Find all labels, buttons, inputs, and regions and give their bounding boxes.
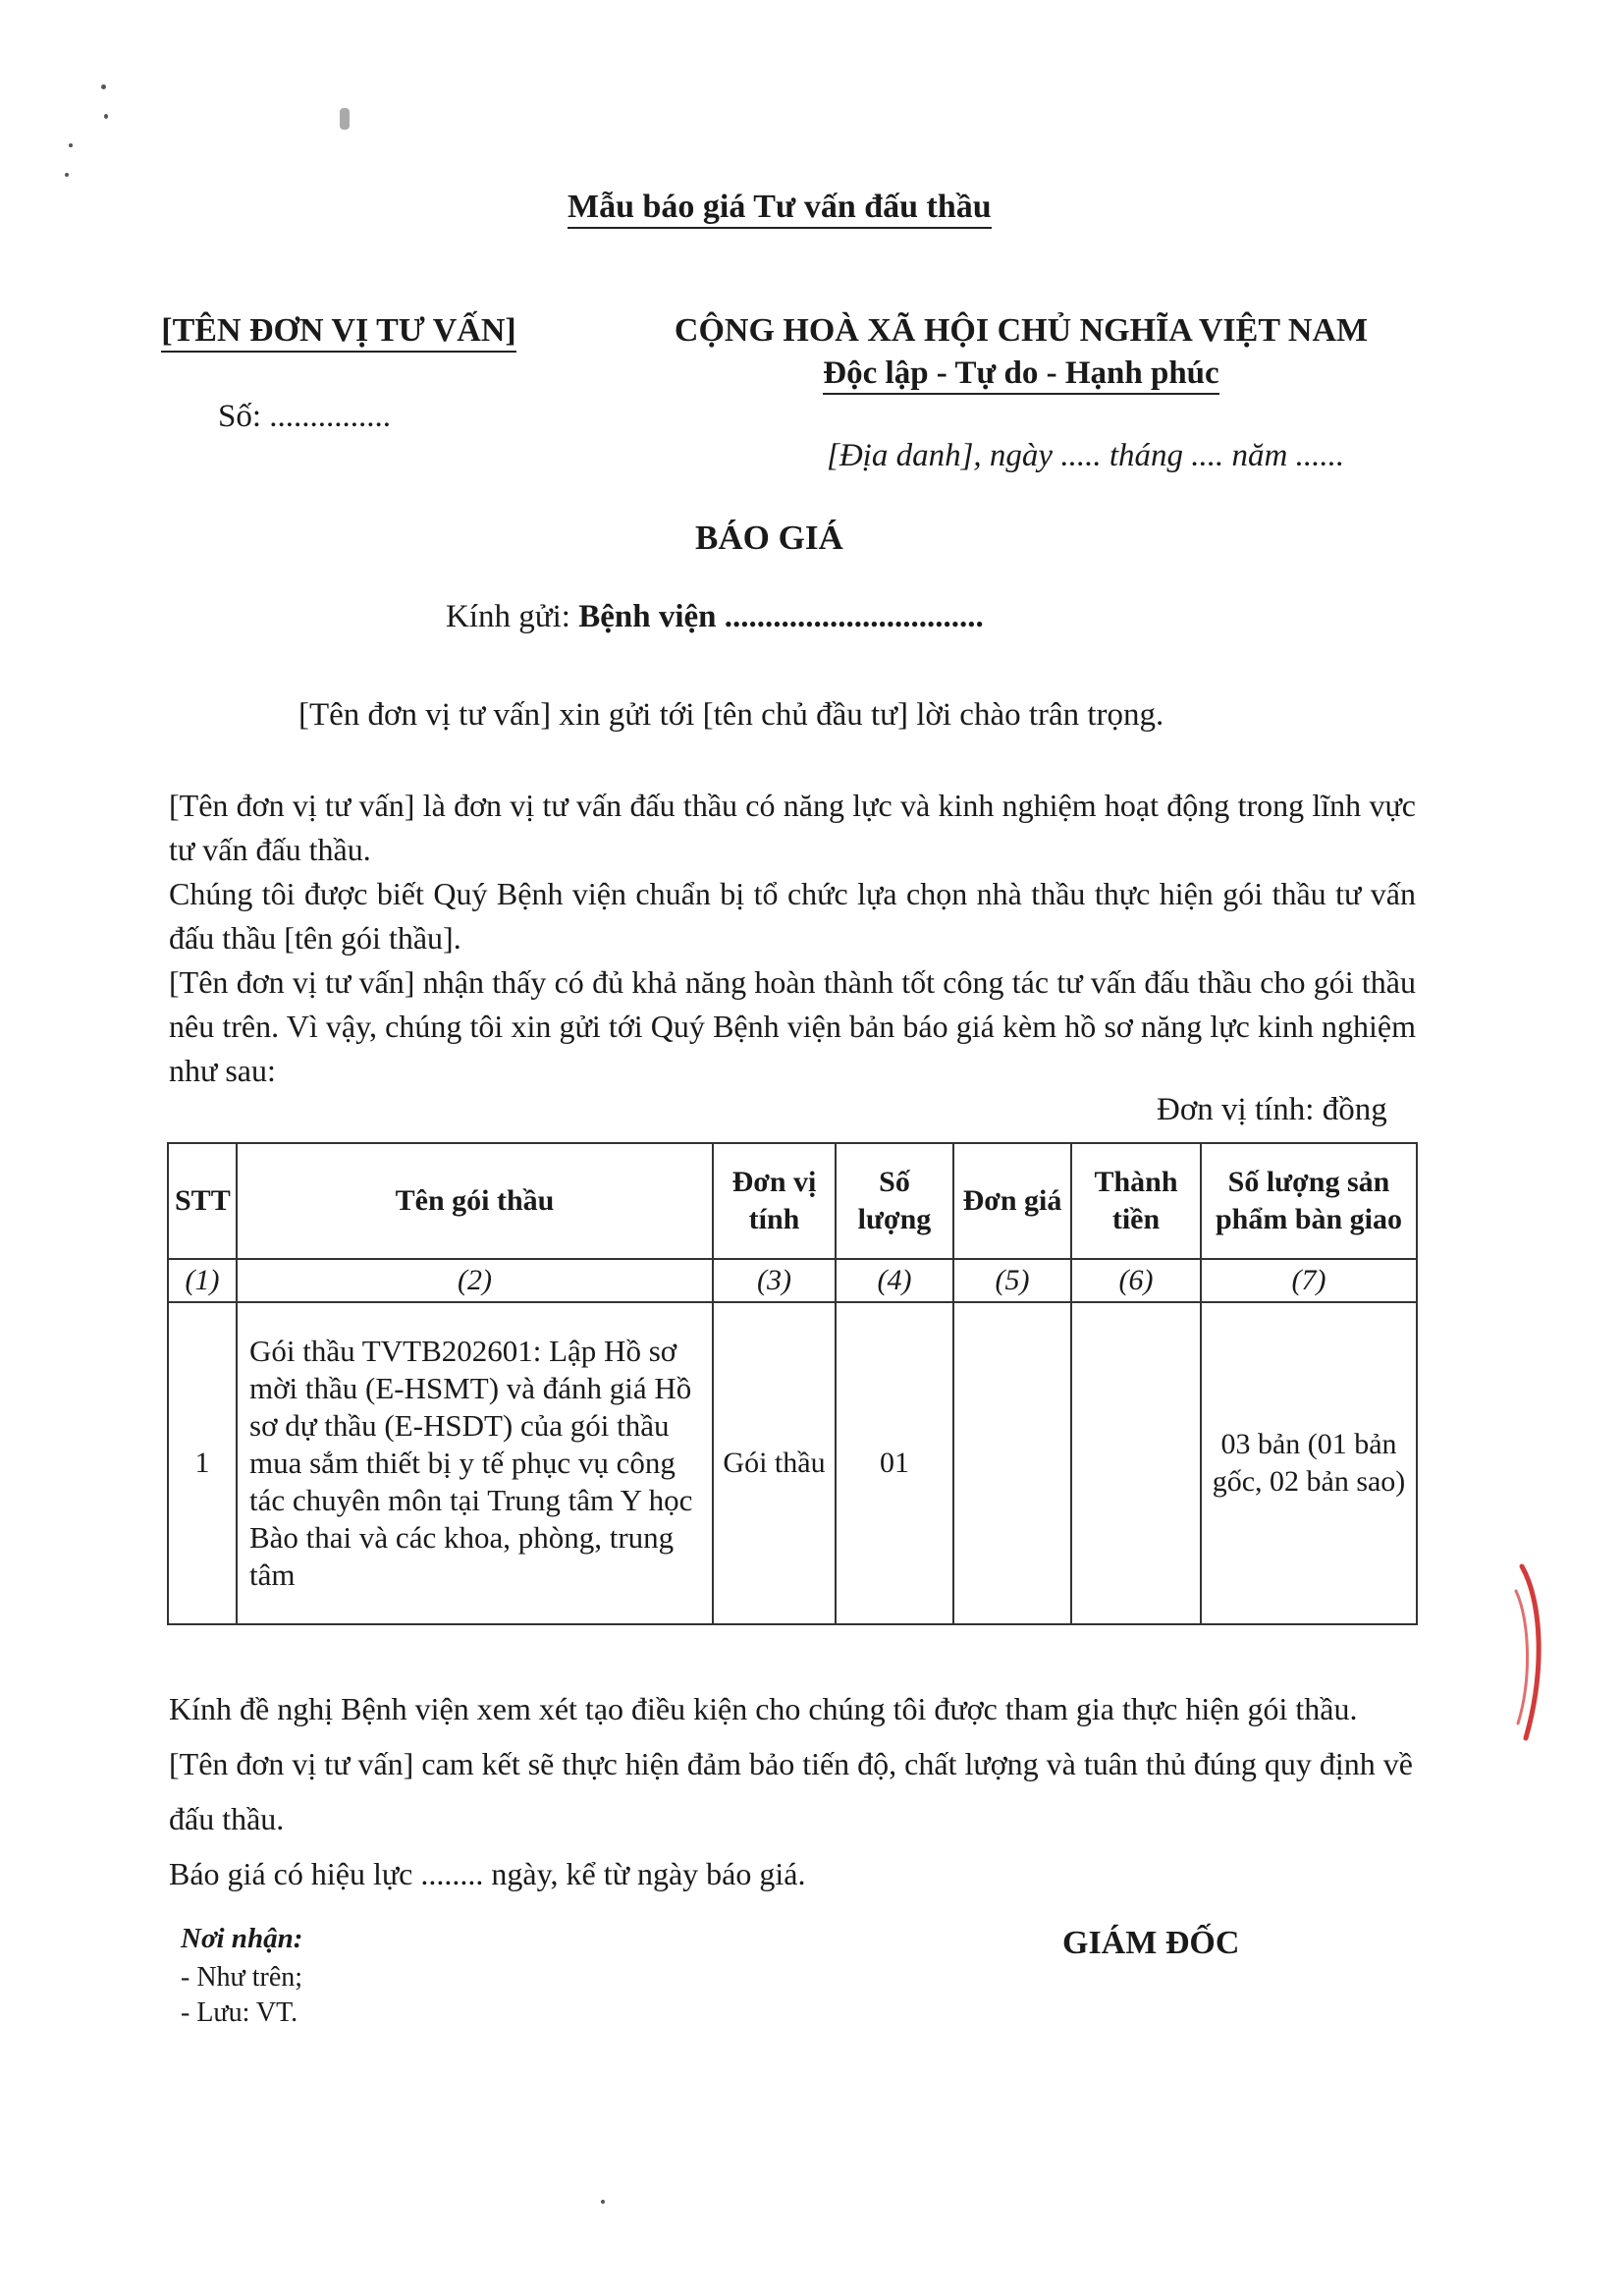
org-name-text: [TÊN ĐƠN VỊ TƯ VẤN] — [161, 312, 515, 353]
scan-speck — [601, 2200, 605, 2204]
recipient-line — [446, 599, 984, 635]
header-stt: STT — [168, 1143, 237, 1259]
intro-paragraph-1: [Tên đơn vị tư vấn] là đơn vị tư vấn đấu thầu có năng lực và kinh nghiệm hoạt động trong lĩnh vực tư vấn đấu thầu. — [169, 788, 1416, 867]
recipient-prefix: Kính gửi: — [446, 599, 570, 634]
form-title — [568, 189, 992, 226]
intro-paragraph-3: [Tên đơn vị tư vấn] nhận thấy có đủ khả năng hoàn thành tốt công tác tư vấn đấu thầu cho gói thầu nêu trên. Vì vậy, chúng tôi xin gửi tới Quý Bệnh viện bản báo giá kèm hồ sơ năng lực kinh nghiệm như sau: — [169, 964, 1416, 1088]
column-number-row — [168, 1259, 1417, 1302]
form-title-text: Mẫu báo giá Tư vấn đấu thầu — [568, 189, 992, 229]
place-date: [Địa danh], ngày ..... tháng .... năm ...... — [827, 438, 1345, 473]
cell-amount — [1071, 1302, 1201, 1624]
column-number: (4) — [836, 1259, 953, 1302]
cell-quantity: 01 — [836, 1302, 953, 1624]
cell-stt: 1 — [168, 1302, 237, 1624]
greeting: [Tên đơn vị tư vấn] xin gửi tới [tên chủ đầu tư] lời chào trân trọng. — [298, 697, 1164, 733]
column-number: (6) — [1071, 1259, 1201, 1302]
cell-package-name: Gói thầu TVTB202601: Lập Hồ sơ mời thầu (E-HSMT) và đánh giá Hồ sơ dự thầu (E-HSDT) của gói thầu mua sắm thiết bị y tế phục vụ công tác chuyên môn tại Trung tâm Y học Bào thai và các khoa, phòng, trung tâm — [237, 1302, 713, 1624]
recipient-item: - Như trên; — [181, 1962, 303, 1993]
quotation-table — [167, 1142, 1418, 1625]
org-name — [147, 312, 530, 350]
nation-name: CỘNG HOÀ XÃ HỘI CHỦ NGHĨA VIỆT NAM — [674, 312, 1369, 349]
motto-text: Độc lập - Tự do - Hạnh phúc — [823, 355, 1218, 395]
document-title: BÁO GIÁ — [695, 519, 843, 557]
recipient-item: - Lưu: VT. — [181, 1997, 298, 2028]
stamp-edge-mark — [1512, 1561, 1551, 1748]
table-header-row — [168, 1143, 1417, 1259]
scan-speck — [340, 108, 350, 130]
intro-paragraph-2: Chúng tôi được biết Quý Bệnh viện chuẩn bị tổ chức lựa chọn nhà thầu thực hiện gói thầu tư vấn đấu thầu [tên gói thầu]. — [169, 876, 1416, 956]
recipient-name: Bệnh viện ................................ — [578, 599, 984, 634]
column-number: (1) — [168, 1259, 237, 1302]
header-amount: Thành tiền — [1071, 1143, 1201, 1259]
cell-unit: Gói thầu — [713, 1302, 836, 1624]
document-number: Số: ............... — [218, 399, 392, 434]
scan-speck — [65, 173, 69, 177]
motto — [628, 355, 1414, 392]
closing-paragraph-1: Kính đề nghị Bệnh viện xem xét tạo điều kiện cho chúng tôi được tham gia thực hiện gói thầu. — [169, 1691, 1358, 1726]
cell-unit-price — [953, 1302, 1071, 1624]
recipients-title: Nơi nhận: — [181, 1923, 303, 1954]
header-package-name: Tên gói thầu — [237, 1143, 713, 1259]
closing-paragraph-2: [Tên đơn vị tư vấn] cam kết sẽ thực hiện đảm bảo tiến độ, chất lượng và tuân thủ đúng quy định về đấu thầu. — [169, 1746, 1413, 1836]
header-unit-price: Đơn giá — [953, 1143, 1071, 1259]
header-quantity: Số lượng — [836, 1143, 953, 1259]
column-number: (5) — [953, 1259, 1071, 1302]
column-number: (3) — [713, 1259, 836, 1302]
table-row — [168, 1302, 1417, 1624]
scan-speck — [69, 143, 73, 147]
signer-title: GIÁM ĐỐC — [1062, 1925, 1240, 1961]
header-deliverables: Số lượng sản phẩm bàn giao — [1201, 1143, 1417, 1259]
header-unit: Đơn vị tính — [713, 1143, 836, 1259]
column-number: (7) — [1201, 1259, 1417, 1302]
unit-note: Đơn vị tính: đồng — [1157, 1092, 1387, 1127]
column-number: (2) — [237, 1259, 713, 1302]
closing-paragraph-3: Báo giá có hiệu lực ........ ngày, kể từ ngày báo giá. — [169, 1856, 806, 1891]
scan-speck — [101, 84, 106, 89]
recipients-list — [181, 1960, 302, 2031]
scan-speck — [104, 114, 108, 119]
cell-deliverables: 03 bản (01 bản gốc, 02 bản sao) — [1201, 1302, 1417, 1624]
